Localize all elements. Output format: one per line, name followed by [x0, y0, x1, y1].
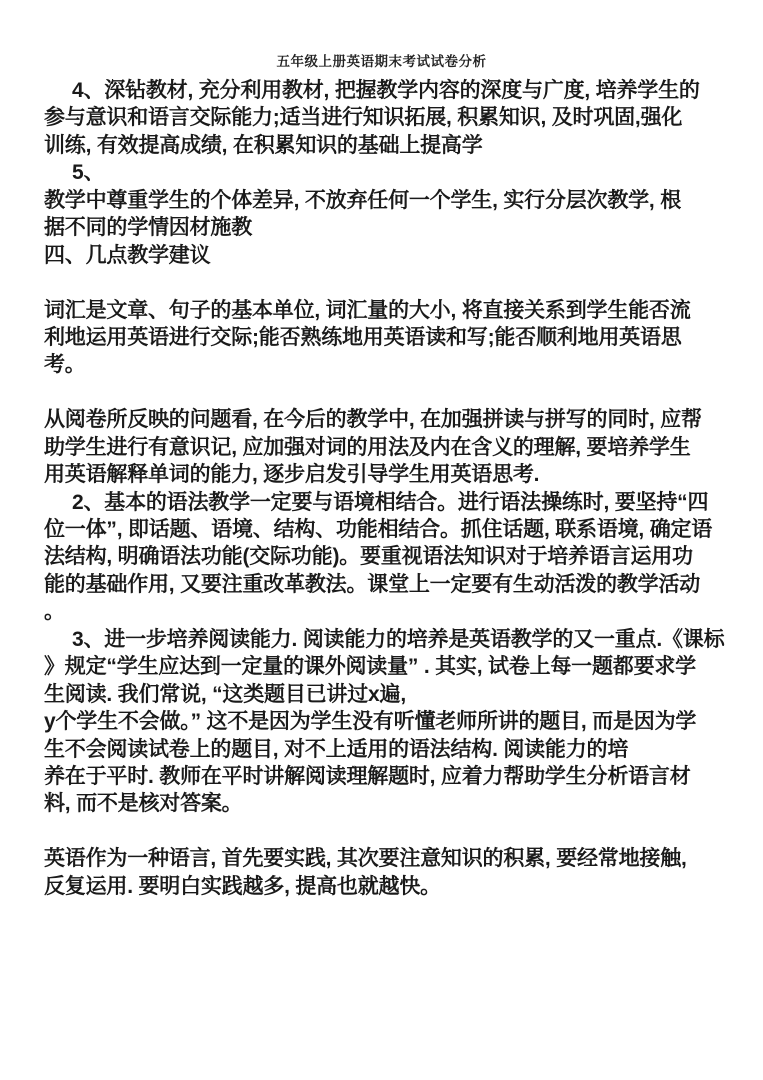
text-line: 据不同的学情因材施教 — [44, 216, 252, 240]
text-line: 训练, 有效提高成绩, 在积累知识的基础上提高学 — [44, 133, 483, 157]
text-line: 词汇是文章、句子的基本单位, 词汇量的大小, 将直接关系到学生能否流 — [44, 298, 691, 322]
text-line: 考。 — [44, 353, 86, 377]
text-line: 。 — [44, 600, 65, 624]
text-line: 养在于平时. 教师在平时讲解阅读理解题时, 应着力帮助学生分析语言材 — [44, 764, 691, 788]
text-line: 》规定“学生应达到一定量的课外阅读量” . 其实, 试卷上每一题都要求学 — [44, 655, 696, 679]
text-line: 3、进一步培养阅读能力. 阅读能力的培养是英语教学的又一重点.《课标 — [72, 627, 725, 651]
text-line: 能的基础作用, 又要注重改革教法。课堂上一定要有生动活泼的教学活动 — [44, 572, 701, 596]
text-line: 教学中尊重学生的个体差异, 不放弃任何一个学生, 实行分层次教学, 根 — [44, 188, 682, 212]
text-line: 用英语解释单词的能力, 逐步启发引导学生用英语思考. — [44, 463, 540, 487]
text-line: y个学生不会做。” 这不是因为学生没有听懂老师所讲的题目, 而是因为学 — [44, 710, 697, 734]
text-line: 从阅卷所反映的问题看, 在今后的教学中, 在加强拼读与拼写的同时, 应帮 — [44, 408, 702, 432]
text-line: 4、深钻教材, 充分利用教材, 把握教学内容的深度与广度, 培养学生的 — [72, 79, 700, 102]
text-line: 生阅读. 我们常说, “这类题目已讲过x遍, — [44, 682, 406, 706]
text-line: 2、基本的语法教学一定要与语境相结合。进行语法操练时, 要坚持“四 — [72, 490, 709, 514]
text-line: 反复运用. 要明白实践越多, 提高也就越快。 — [44, 874, 441, 898]
blank-line — [44, 818, 749, 845]
text-line: 参与意识和语言交际能力;适当进行知识拓展, 积累知识, 及时巩固,强化 — [44, 106, 683, 130]
blank-line — [44, 269, 749, 296]
text-line: 利地运用英语进行交际;能否熟练地用英语读和写;能否顺利地用英语思 — [44, 325, 682, 349]
blank-line — [44, 379, 749, 406]
text-line: 生不会阅读试卷上的题目, 对不上适用的语法结构. 阅读能力的培 — [44, 737, 629, 761]
text-line: 料, 而不是核对答案。 — [44, 792, 243, 816]
text-line: 助学生进行有意识记, 应加强对词的用法及内在含义的理解, 要培养学生 — [44, 435, 691, 459]
document-body — [44, 77, 749, 900]
document-title: 五年级上册英语期末考试试卷分析 — [276, 54, 487, 69]
text-line: 5、 — [72, 161, 105, 185]
text-line: 位一体”, 即话题、语境、结构、功能相结合。抓住话题, 联系语境, 确定语 — [44, 518, 713, 541]
text-line: 英语作为一种语言, 首先要实践, 其次要注意知识的积累, 要经常地接触, — [44, 847, 687, 871]
text-line: 四、几点教学建议 — [44, 243, 211, 267]
text-line: 法结构, 明确语法功能(交际功能)。要重视语法知识对于培养语言运用功 — [44, 545, 693, 569]
